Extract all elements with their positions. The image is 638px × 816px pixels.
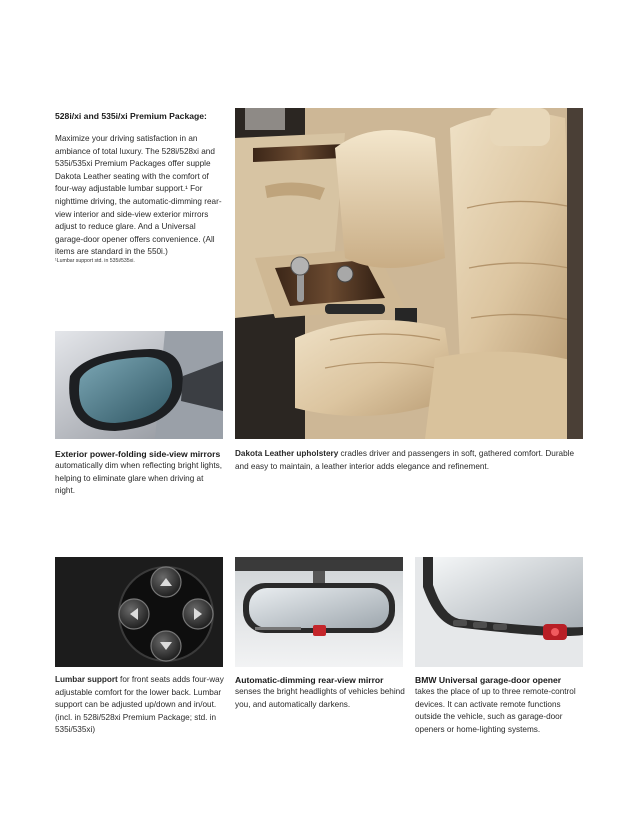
- garage-opener-photo: [415, 557, 583, 667]
- garage-opener-title: BMW Universal garage-door opener: [415, 675, 562, 685]
- lumbar-caption: [55, 674, 225, 737]
- rear-mirror-title: Automatic-dimming rear-view mirror: [235, 675, 384, 685]
- lumbar-title: Lumbar support: [55, 675, 118, 684]
- upholstery-caption: [235, 448, 580, 473]
- main-seat-photo: [235, 108, 583, 439]
- upholstery-title: Dakota Leather upholstery: [235, 449, 339, 458]
- side-mirror-title: Exterior power-folding side-view mirrors: [55, 449, 221, 459]
- rear-mirror-text: senses the bright headlights of vehicles behind you, and automatically darkens.: [235, 687, 405, 709]
- side-mirror-text: automatically dim when reflecting bright lights, helping to eliminate glare when driving at night.: [55, 461, 223, 496]
- upholstery-text: cradles driver and passengers in soft, gathered comfort. Durable and easy to maintain, a leather interior adds elegance and refinement.: [235, 449, 575, 471]
- rear-mirror-photo: [235, 557, 403, 667]
- lumbar-text: for front seats adds four-way adjustable comfort for the lower back. Lumbar support can be adjusted up/down and in/out. (incl. in 528i/528xi Premium Package; std. in 535i/535xi): [55, 675, 224, 735]
- garage-opener-text: takes the place of up to three remote-control devices. It can activate remote functions outside the vehicle, such as garage-door openers or home-lighting systems.: [415, 687, 576, 734]
- intro-heading: 528i/xi and 535i/xi Premium Package:: [55, 111, 207, 121]
- lumbar-photo: [55, 557, 223, 667]
- side-mirror-photo: [55, 331, 223, 439]
- intro-body: Maximize your driving satisfaction in an ambiance of total luxury. The 528i/528xi and 535i/535xi Premium Packages offer supple Dakota Leather seating with the comfort of four-way adjustable lumbar support.¹ For nighttime driving, the automatic-dimming rear-view interior and side-view exterior mirrors adjust to reduce glare. And a Universal garage-door opener offers convenience. (All items are standard in the 550i.): [55, 134, 222, 257]
- intro-footnote: ¹Lumbar support std. in 535i/535xi.: [55, 258, 135, 264]
